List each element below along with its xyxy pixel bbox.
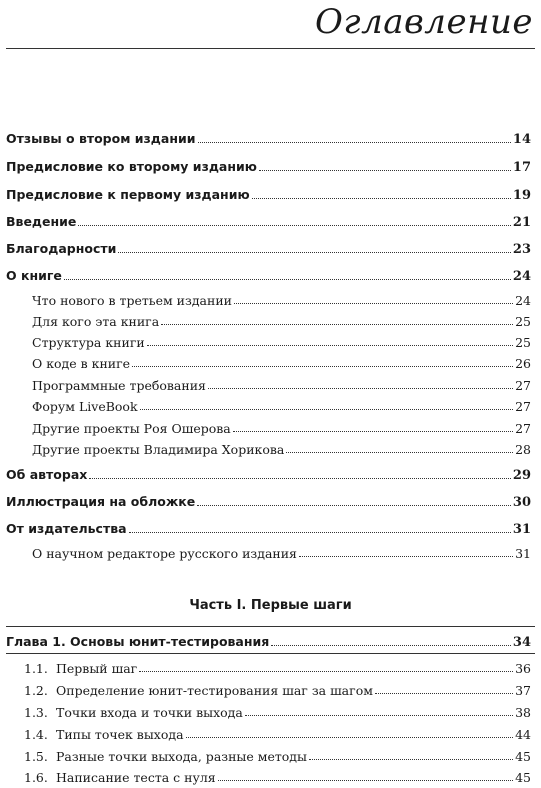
leader-dots bbox=[147, 345, 513, 346]
toc-entry[interactable] bbox=[6, 467, 531, 483]
toc-page-number: 24 bbox=[512, 269, 531, 284]
toc-page-number: 25 bbox=[515, 335, 531, 350]
toc-page-number: 34 bbox=[512, 635, 531, 650]
toc-page-number: 27 bbox=[515, 378, 531, 393]
section-number: 1.3. bbox=[24, 705, 48, 720]
toc-section[interactable] bbox=[24, 661, 531, 676]
toc-subentry-title: Другие проекты Роя Ошерова bbox=[32, 421, 231, 436]
toc-entry[interactable] bbox=[6, 187, 531, 203]
leader-dots bbox=[161, 324, 513, 325]
toc-page-number: 23 bbox=[512, 242, 531, 257]
toc-section[interactable] bbox=[24, 683, 531, 698]
leader-dots bbox=[132, 366, 513, 367]
toc-page-number: 27 bbox=[515, 421, 531, 436]
leader-dots bbox=[78, 225, 511, 226]
toc-subentry[interactable] bbox=[32, 546, 531, 561]
toc-entry[interactable] bbox=[6, 159, 531, 175]
toc-entry[interactable] bbox=[6, 268, 531, 284]
toc-subentry-title: Программные требования bbox=[32, 378, 206, 393]
leader-dots bbox=[252, 198, 511, 199]
toc-page-number: 45 bbox=[515, 749, 531, 764]
leader-dots bbox=[129, 532, 511, 533]
toc-subentry[interactable] bbox=[32, 378, 531, 393]
toc-page-number: 27 bbox=[515, 399, 531, 414]
toc-subentry[interactable] bbox=[32, 293, 531, 308]
toc-page-number: 25 bbox=[515, 314, 531, 329]
toc-page-number: 24 bbox=[515, 293, 531, 308]
section-number: 1.2. bbox=[24, 683, 48, 698]
page-title: Оглавление bbox=[315, 2, 533, 42]
leader-dots bbox=[139, 671, 513, 672]
toc-subentry-title: Форум LiveBook bbox=[32, 399, 138, 414]
toc-page-number: 19 bbox=[512, 188, 531, 203]
toc-subentry-title: Для кого эта книга bbox=[32, 314, 160, 329]
leader-dots bbox=[234, 303, 513, 304]
toc-page-number: 36 bbox=[515, 661, 531, 676]
toc-section[interactable] bbox=[24, 727, 531, 742]
toc-section-title: Типы точек выхода bbox=[56, 727, 184, 742]
toc-subentry[interactable] bbox=[32, 314, 531, 329]
toc-section-title: Разные точки выхода, разные методы bbox=[56, 749, 307, 764]
toc-entry-title: Иллюстрация на обложке bbox=[6, 494, 196, 509]
toc-entry[interactable] bbox=[6, 131, 531, 147]
toc-entry-title: Предисловие к первому изданию bbox=[6, 187, 250, 202]
toc-entry[interactable] bbox=[6, 494, 531, 510]
section-number: 1.4. bbox=[24, 727, 48, 742]
toc-page-number: 21 bbox=[512, 215, 531, 230]
toc-subentry-title: Структура книги bbox=[32, 335, 145, 350]
chapter-rule-bottom bbox=[6, 653, 535, 654]
toc-page-number: 14 bbox=[512, 132, 531, 147]
toc-page-number: 28 bbox=[515, 442, 531, 457]
toc-entry-title: Отзывы о втором издании bbox=[6, 131, 196, 146]
leader-dots bbox=[186, 737, 514, 738]
leader-dots bbox=[198, 142, 511, 143]
toc-subentry[interactable] bbox=[32, 335, 531, 350]
toc-entry-title: Предисловие ко второму изданию bbox=[6, 159, 257, 174]
toc-entry-title: Введение bbox=[6, 214, 77, 229]
toc-section-title: Написание теста с нуля bbox=[56, 770, 216, 785]
toc-subentry-title: Что нового в третьем издании bbox=[32, 293, 232, 308]
toc-section[interactable] bbox=[24, 770, 531, 785]
toc-entry[interactable] bbox=[6, 521, 531, 537]
toc-entry[interactable] bbox=[6, 214, 531, 230]
leader-dots bbox=[218, 780, 513, 781]
leader-dots bbox=[208, 388, 513, 389]
toc-page-number: 26 bbox=[515, 356, 531, 371]
toc-section-title: Точки входа и точки выхода bbox=[56, 705, 243, 720]
section-number: 1.5. bbox=[24, 749, 48, 764]
toc-subentry-title: О научном редакторе русского издания bbox=[32, 546, 297, 561]
toc-entry-title: Благодарности bbox=[6, 241, 117, 256]
toc-section-title: Первый шаг bbox=[56, 661, 138, 676]
toc-page-number: 29 bbox=[512, 468, 531, 483]
part-heading: Часть I. Первые шаги bbox=[189, 598, 352, 613]
toc-page-number: 30 bbox=[512, 495, 531, 510]
toc-entry-title: О книге bbox=[6, 268, 62, 283]
toc-subentry[interactable] bbox=[32, 356, 531, 371]
toc-page-number: 38 bbox=[515, 705, 531, 720]
toc-section[interactable] bbox=[24, 705, 531, 720]
toc-subentry[interactable] bbox=[32, 421, 531, 436]
toc-page-number: 17 bbox=[512, 160, 531, 175]
toc-subentry[interactable] bbox=[32, 399, 531, 414]
toc-subentry-title: О коде в книге bbox=[32, 356, 131, 371]
leader-dots bbox=[140, 409, 514, 410]
toc-entry-title: От издательства bbox=[6, 521, 127, 536]
toc-subentry-title: Другие проекты Владимира Хорикова bbox=[32, 442, 285, 457]
toc-page-number: 31 bbox=[512, 522, 531, 537]
leader-dots bbox=[118, 252, 511, 253]
toc-page-number: 44 bbox=[515, 727, 531, 742]
toc-section[interactable] bbox=[24, 749, 531, 764]
leader-dots bbox=[286, 452, 513, 453]
toc-chapter-title: Глава 1. Основы юнит-тестирования bbox=[6, 634, 270, 649]
toc-entry[interactable] bbox=[6, 241, 531, 257]
leader-dots bbox=[271, 645, 511, 646]
chapter-rule-top bbox=[6, 626, 535, 627]
toc-subentry[interactable] bbox=[32, 442, 531, 457]
leader-dots bbox=[309, 759, 513, 760]
leader-dots bbox=[89, 478, 511, 479]
title-rule bbox=[6, 48, 535, 49]
toc-section-title: Определение юнит-тестирования шаг за шагом bbox=[56, 683, 373, 698]
leader-dots bbox=[375, 693, 513, 694]
leader-dots bbox=[259, 170, 511, 171]
section-number: 1.6. bbox=[24, 770, 48, 785]
leader-dots bbox=[64, 279, 511, 280]
leader-dots bbox=[233, 431, 513, 432]
toc-page-number: 37 bbox=[515, 683, 531, 698]
toc-entry-title: Об авторах bbox=[6, 467, 88, 482]
section-number: 1.1. bbox=[24, 661, 48, 676]
leader-dots bbox=[245, 715, 513, 716]
toc-page-number: 31 bbox=[515, 546, 531, 561]
leader-dots bbox=[299, 556, 513, 557]
toc-page-number: 45 bbox=[515, 770, 531, 785]
leader-dots bbox=[197, 505, 511, 506]
toc-chapter[interactable] bbox=[6, 634, 531, 650]
